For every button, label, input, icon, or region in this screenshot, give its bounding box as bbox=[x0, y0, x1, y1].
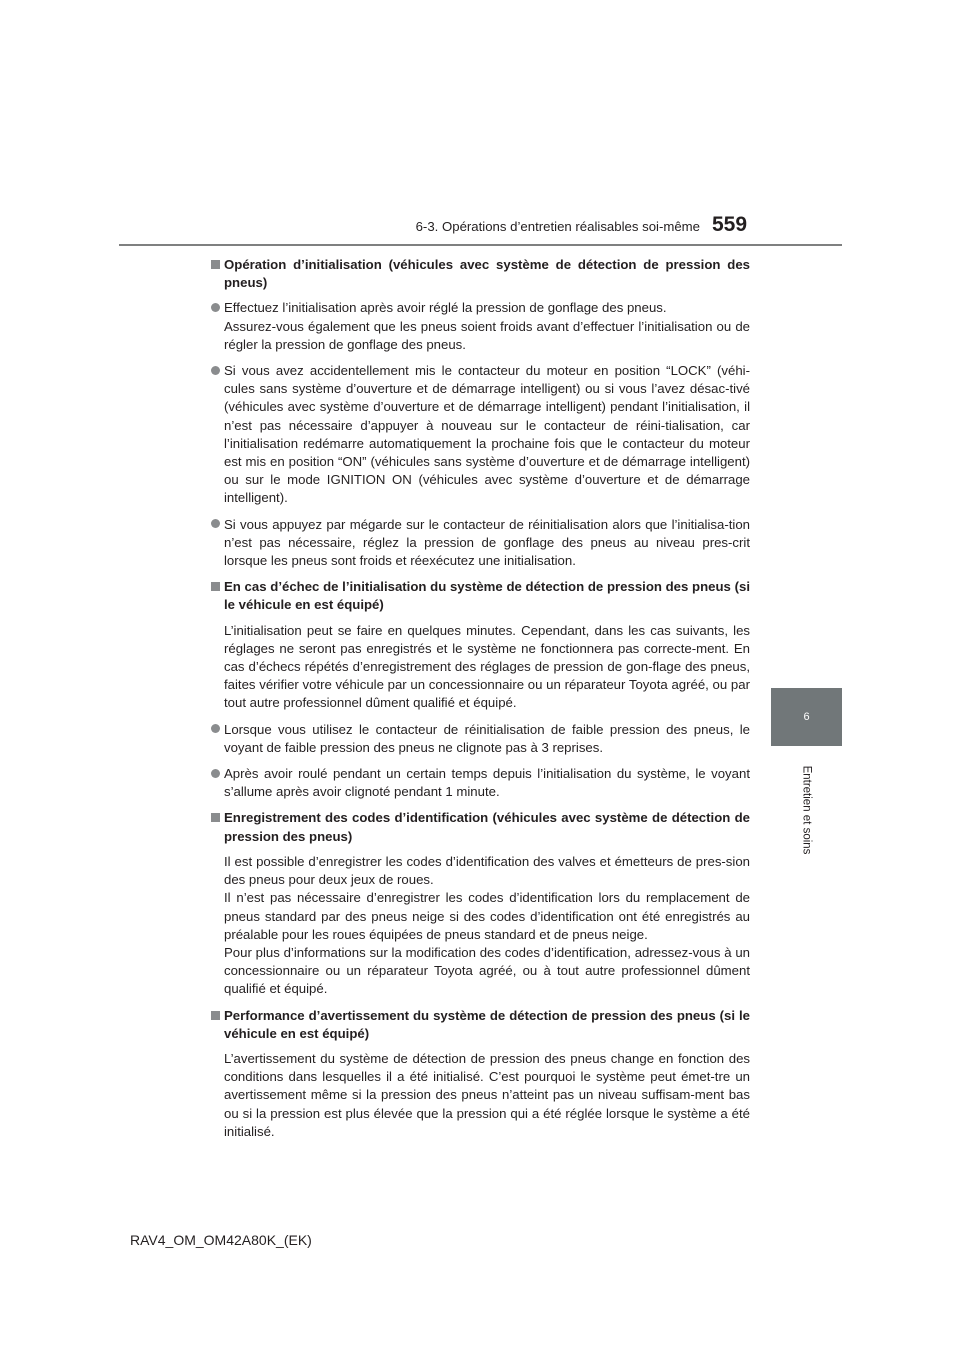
page-number: 559 bbox=[712, 213, 748, 236]
bullet-line: Effectuez l’initialisation après avoir réglé la pression de gonflage des pneus. bbox=[224, 300, 667, 316]
chapter-tab bbox=[771, 688, 842, 746]
paragraph: L’avertissement du système de détection de pression des pneus change en fonction des conditions dans lesquelles il a été initialisé. C’est pourquoi le système peut émet-tre un avertissement même si la pression des pneus n’atteint pas un niveau suffisam-ment bas ou si la pression est plus élevée que la pression qui a été réglée lorsque le système a été initialisé. bbox=[224, 1050, 750, 1139]
section-heading-text: En cas d’échec de l’initialisation du système de détection de pression des pneus (si le véhicule en est équipé) bbox=[224, 579, 750, 613]
circle-bullet-icon bbox=[211, 303, 220, 312]
circle-bullet-icon bbox=[211, 366, 220, 375]
square-bullet-icon bbox=[211, 260, 220, 269]
header-rule bbox=[119, 244, 842, 246]
section-performance-avertissement bbox=[211, 1007, 750, 1141]
square-bullet-icon bbox=[211, 582, 220, 591]
section-echec-initialisation bbox=[211, 578, 750, 801]
header-section-title: 6-3. Opérations d’entretien réalisables soi-même bbox=[415, 219, 700, 234]
chapter-title: Entretien et soins bbox=[800, 765, 813, 855]
paragraph-line: Il est possible d’enregistrer les codes d’identification des valves et émetteurs de pres-sion des pneus pour deux jeux de roues. bbox=[224, 853, 750, 888]
section-heading bbox=[211, 809, 750, 845]
section-heading-text: Performance d’avertissement du système de détection de pression des pneus (si le véhicule en est équipé) bbox=[224, 1007, 750, 1041]
section-enregistrement-codes bbox=[211, 809, 750, 998]
paragraph bbox=[211, 853, 750, 999]
section-heading-text: Opération d’initialisation (véhicules avec système de détection de pression des pneus) bbox=[224, 257, 750, 291]
paragraph: L’initialisation peut se faire en quelques minutes. Cependant, dans les cas suivants, les réglages ne seront pas enregistrés et le système ne fonctionnera pas correcte-ment. En cas d’échecs répétés d’enregistrement des réglages de pression de gon-flage des pneus, faites vérifier votre véhicule par un concessionnaire ou un réparateur Toyota agréé, ou par tout autre professionnel dûment qualifié et équipé. bbox=[224, 622, 750, 711]
bullet-line: Si vous appuyez par mégarde sur le contacteur de réinitialisation alors que l’initialisa-tion n’est pas nécessaire, réglez la pression de gonflage des pneus au niveau pres-crit lorsque les pneus sont froids et réexécutez une initialisation. bbox=[224, 516, 750, 569]
section-heading bbox=[211, 256, 750, 292]
paragraph-line: Pour plus d’informations sur la modification des codes d’identification, adressez-vous à un concessionnaire ou un réparateur Toyota agréé, ou à tout autre professionnel dûment qualifié et équipé. bbox=[224, 944, 750, 997]
paragraph-line: Il n’est pas nécessaire d’enregistrer les codes d’identification lors du remplacement de pneus standard par des pneus neige si des codes d’identification ont été enregistrés au préalable pour les roues équipées de pneus standard et de pneus neige. bbox=[224, 890, 750, 942]
section-initialisation bbox=[211, 256, 750, 570]
bullet-item bbox=[211, 299, 750, 354]
main-content bbox=[211, 256, 750, 1149]
bullet-line: Assurez-vous également que les pneus soient froids avant d’effectuer l’initialisation ou de régler la pression de gonflage des pneus. bbox=[224, 318, 750, 352]
circle-bullet-icon bbox=[211, 724, 220, 733]
square-bullet-icon bbox=[211, 1011, 220, 1020]
section-heading-text: Enregistrement des codes d’identification (véhicules avec système de détection de pression des pneus) bbox=[224, 810, 750, 844]
circle-bullet-icon bbox=[211, 769, 220, 778]
circle-bullet-icon bbox=[211, 519, 220, 528]
bullet-item bbox=[211, 362, 750, 508]
bullet-line: Lorsque vous utilisez le contacteur de réinitialisation de faible pression des pneus, le voyant de faible pression des pneus ne clignote pas à 3 reprises. bbox=[224, 721, 750, 755]
bullet-line: Si vous avez accidentellement mis le contacteur du moteur en position “LOCK” (véhi-cules sans système d’ouverture et de démarrage intelligent) ou si vous l’avez désac-tivé (véhicules avec système d’ouverture et de démarrage intelligent) pendant l’initialisation, il n’est pas nécessaire d’appuyer à nouveau sur le contacteur de réini-tialisation, car l’initialisation redémarre automatiquement la prochaine fois que le contacteur du moteur est mis en position “ON” (véhicules sans système d’ouverture et de démarrage intelligent) ou sur le mode IGNITION ON (véhicules avec système d’ouverture et de démarrage intelligent). bbox=[224, 363, 750, 506]
footer-doc-code: RAV4_OM_OM42A80K_(EK) bbox=[130, 1232, 312, 1248]
bullet-item bbox=[211, 765, 750, 801]
bullet-item bbox=[211, 721, 750, 757]
bullet-line: Après avoir roulé pendant un certain temps depuis l’initialisation du système, le voyant s’allume après avoir clignoté pendant 1 minute. bbox=[224, 766, 750, 800]
chapter-number: 6 bbox=[803, 711, 810, 723]
section-heading bbox=[211, 578, 750, 614]
chapter-side-label bbox=[774, 755, 838, 865]
square-bullet-icon bbox=[211, 813, 220, 822]
bullet-item bbox=[211, 516, 750, 571]
section-heading bbox=[211, 1007, 750, 1043]
